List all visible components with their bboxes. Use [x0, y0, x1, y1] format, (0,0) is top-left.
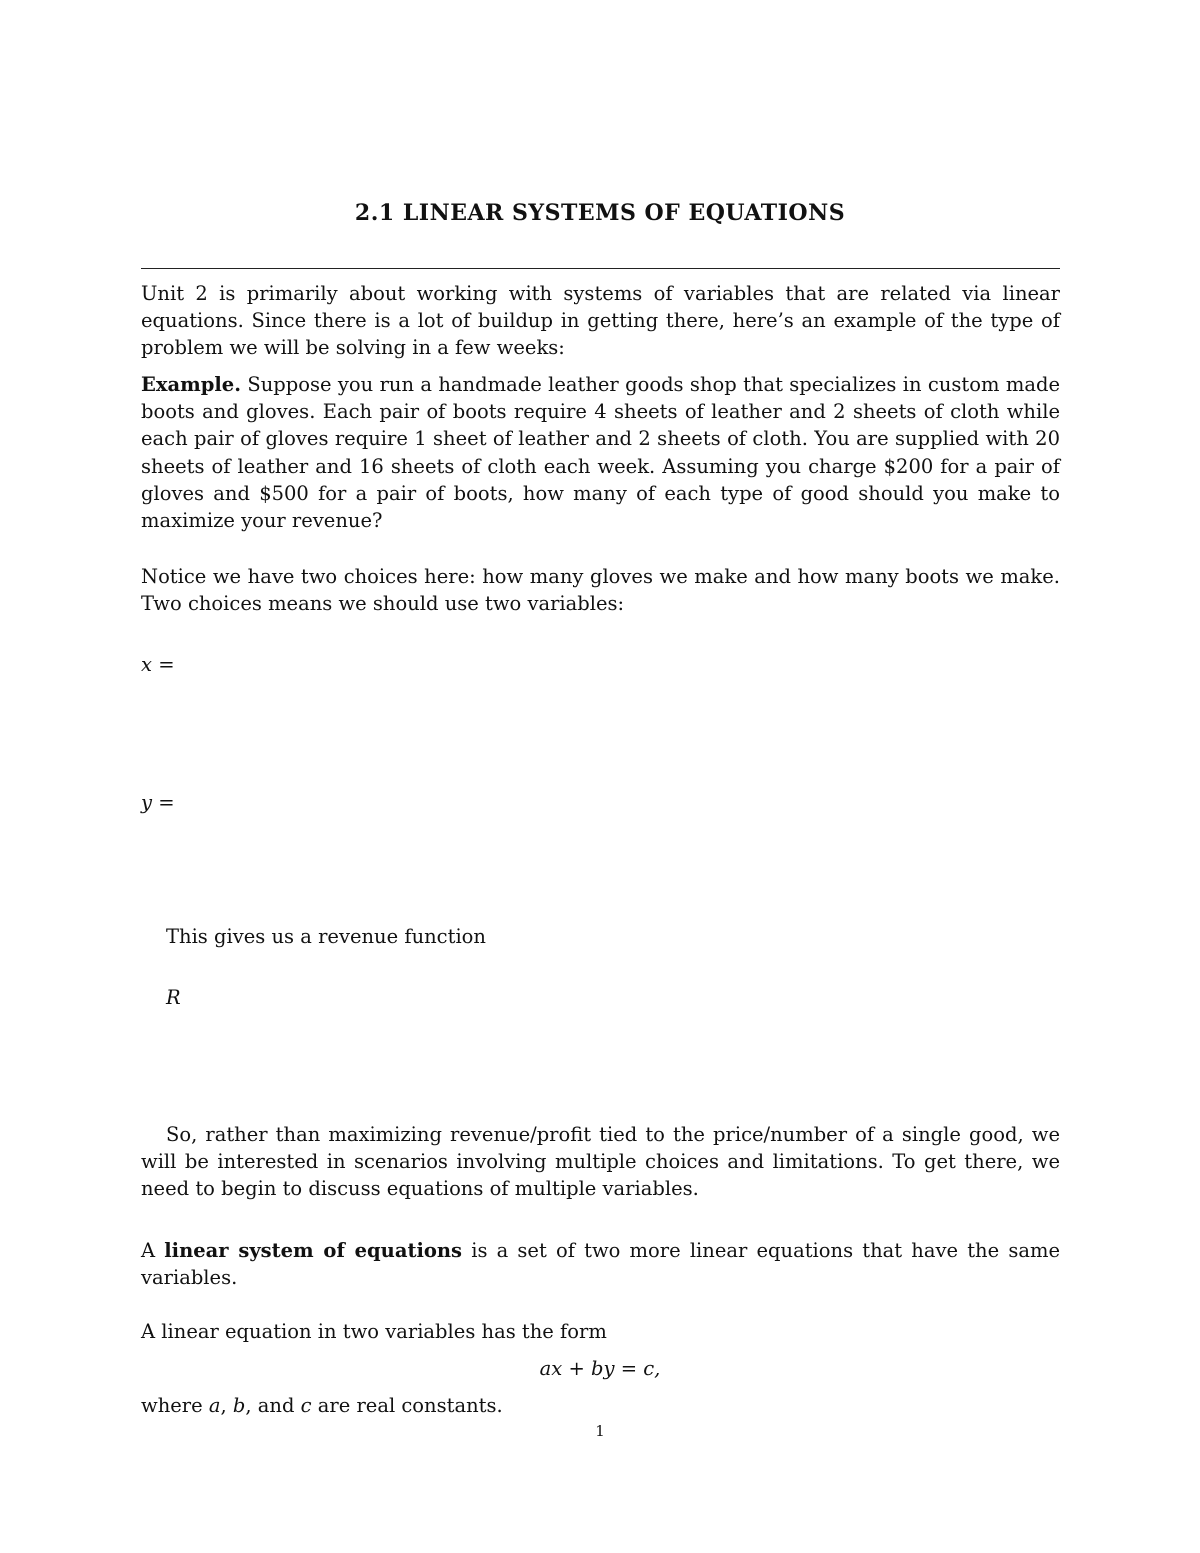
page-title: 2.1 LINEAR SYSTEMS OF EQUATIONS — [354, 200, 846, 226]
title-rule — [141, 268, 1060, 269]
constants-suffix: are real constants. — [311, 1394, 503, 1417]
constant-b: b — [232, 1394, 246, 1417]
example-label: Example. — [141, 373, 241, 396]
revenue-intro: This gives us a revenue function — [166, 925, 486, 948]
definition-prefix: A — [141, 1239, 165, 1262]
revenue-variable: R — [166, 986, 181, 1009]
page-number: 1 — [595, 1422, 605, 1440]
so-paragraph: So, rather than maximizing revenue/profit tied to the price/number of a single good, we will be interested in scenarios involving multiple choices and limitations. To get there, we need to begin to discuss equations of multiple variables. — [141, 1123, 1060, 1201]
constants-prefix: where — [141, 1394, 209, 1417]
example-paragraph — [141, 371, 1060, 534]
intro-paragraph: Unit 2 is primarily about working with systems of variables that are related via linear equations. Since there is a lot of buildup in getting there, here’s an example of the type of problem we will be solving in a few weeks: — [141, 282, 1060, 360]
constants-line — [141, 1392, 1060, 1419]
constants-sep1: , — [220, 1394, 233, 1417]
example-text: Suppose you run a handmade leather goods shop that specializes in custom made boots and gloves. Each pair of boots require 4 sheets of leather and 2 sheets of cloth while each pair of gloves require 1 sheet of leather and 2 sheets of cloth. You are supplied with 20 sheets of leather and 16 sheets of cloth each week. Assuming you charge $200 for a pair of gloves and $500 for a pair of boots, how many of each type of good should you make to maximize your revenue? — [141, 373, 1060, 533]
constant-c: c — [300, 1394, 312, 1417]
linear-form-intro: A linear equation in two variables has the form — [141, 1320, 607, 1343]
variable-x-line: x = — [141, 653, 175, 676]
notice-paragraph: Notice we have two choices here: how many gloves we make and how many boots we make. Two choices means we should use two variables: — [141, 565, 1060, 616]
definition-term: linear system of equations — [164, 1239, 463, 1262]
constant-a: a — [208, 1394, 221, 1417]
variable-y-line: y = — [141, 791, 175, 814]
constants-sep2: , and — [245, 1394, 301, 1417]
definition-paragraph — [141, 1237, 1060, 1291]
linear-equation-form: ax + by = c, — [539, 1357, 661, 1380]
definition-suffix: is a set of two more linear equations that have the same variables. — [141, 1239, 1060, 1290]
